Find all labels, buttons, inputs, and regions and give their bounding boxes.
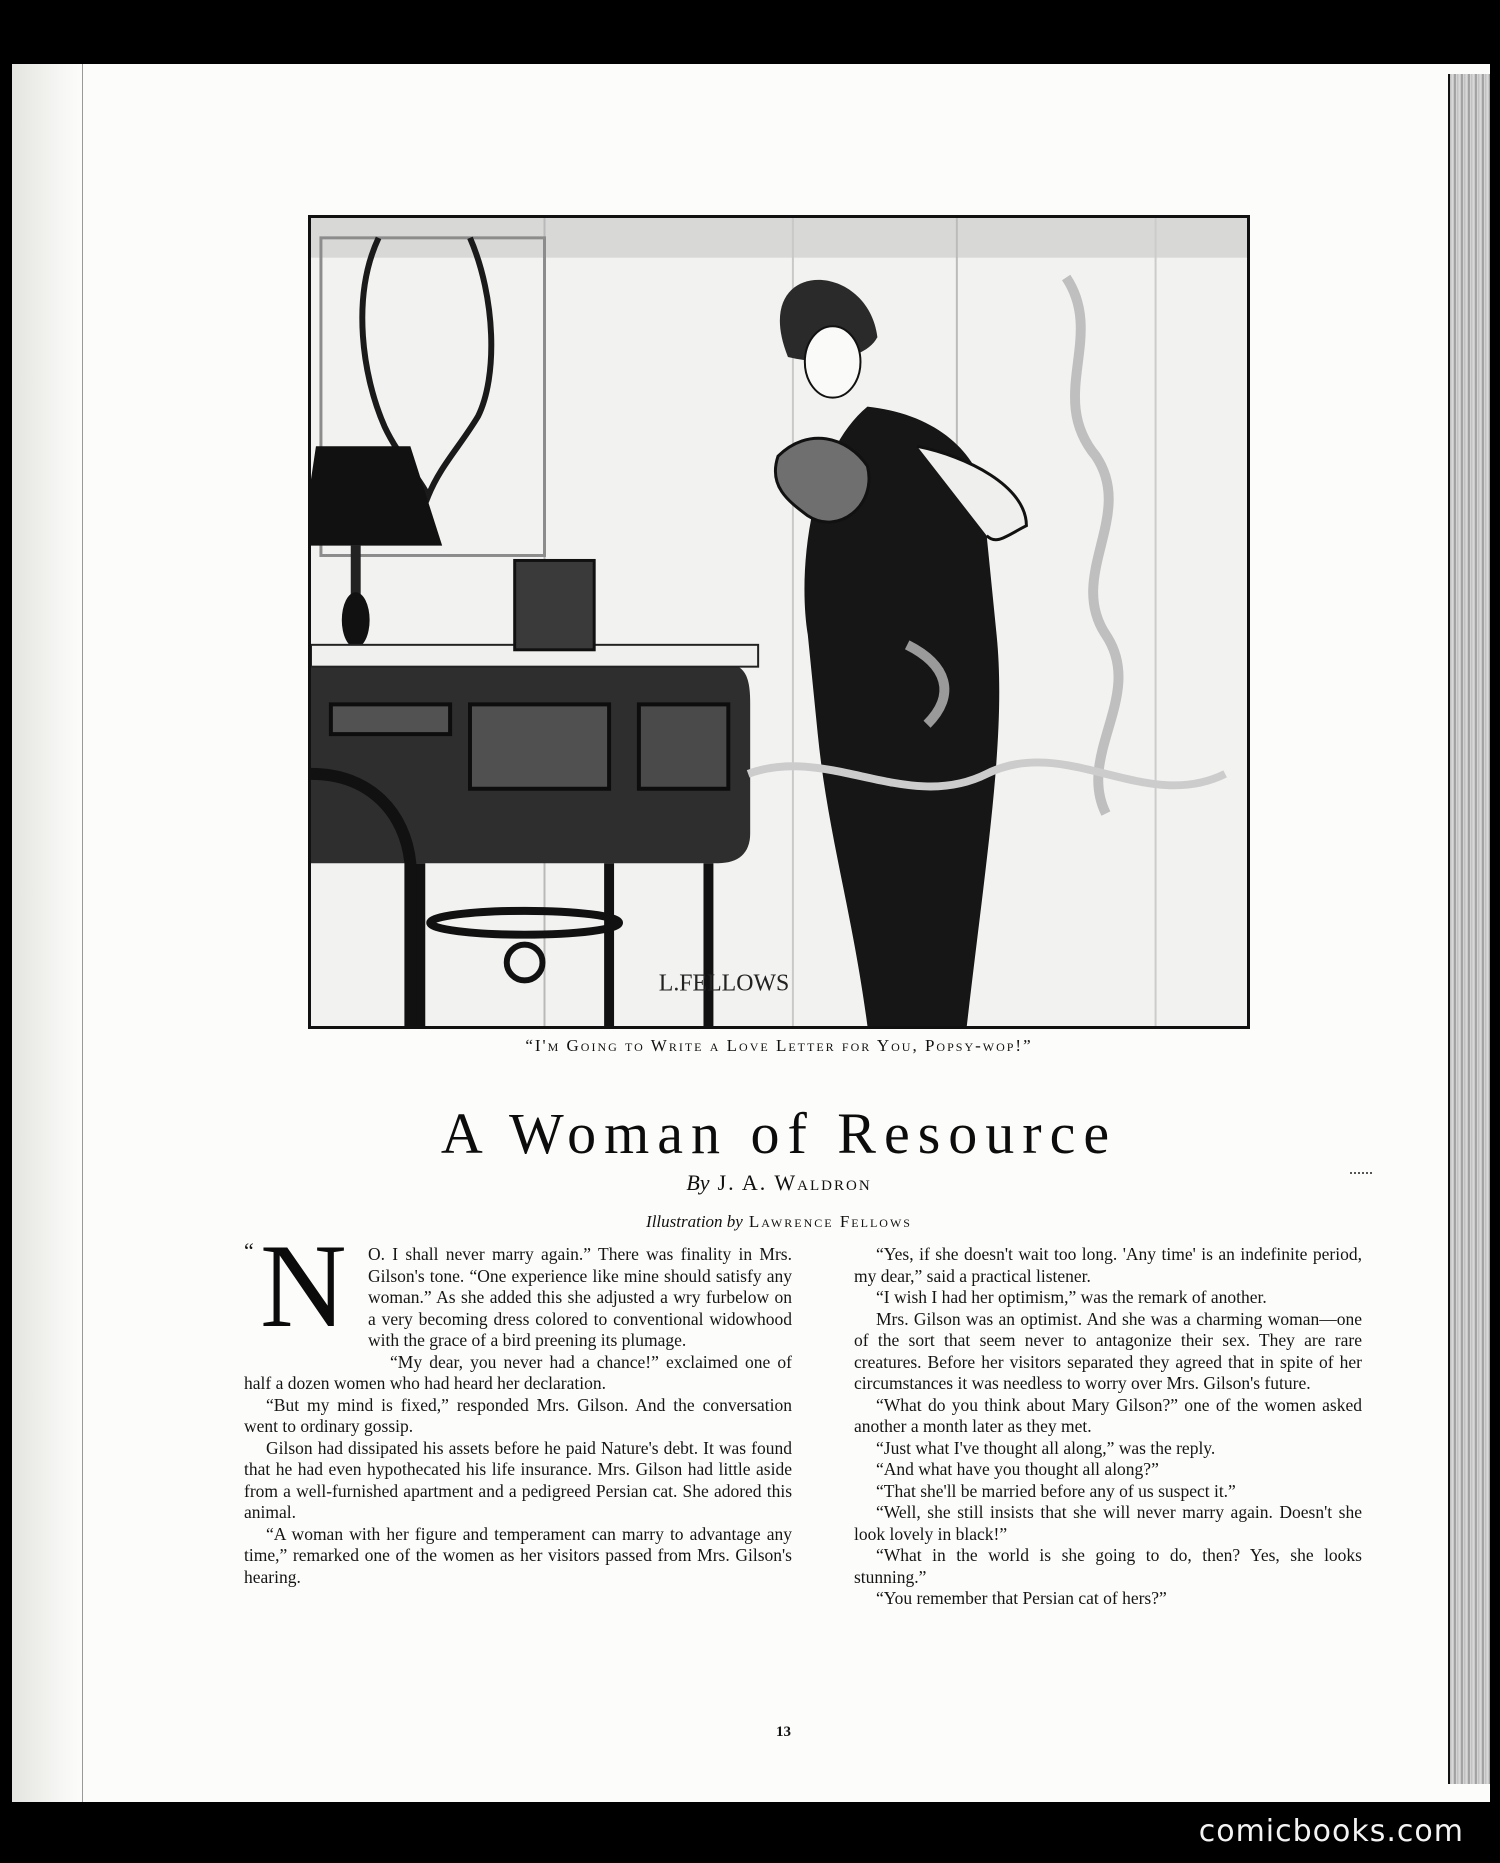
paragraph: “And what have you thought all along?” <box>876 1459 1159 1479</box>
book-page-edges <box>1448 74 1490 1784</box>
author-name: J. A. Waldron <box>717 1170 872 1195</box>
paragraph: “My dear, you never had a chance!” exclaimed one of half a dozen women who had heard her declaration. <box>244 1351 792 1393</box>
drop-cap: N <box>260 1219 347 1352</box>
paragraph: Gilson had dissipated his assets before he paid Nature's debt. It was found that he had even hypothecated his life insurance. Mrs. Gilson had little aside from a well-furnished apartment and a pedigreed Persian cat. She adored this animal. <box>244 1437 792 1522</box>
paragraph: “I wish I had her optimism,” was the remark of another. <box>876 1287 1267 1307</box>
paragraph: “What do you think about Mary Gilson?” one of the women asked another a month later as they met. <box>854 1394 1362 1436</box>
paragraph: “A woman with her figure and temperament can marry to advantage any time,” remarked one of the women as her visitors passed from Mrs. Gilson's hearing. <box>244 1523 792 1587</box>
paragraph: “What in the world is she going to do, then? Yes, she looks stunning.” <box>854 1545 1362 1587</box>
story-illustration <box>308 215 1250 1029</box>
paragraph: “You remember that Persian cat of hers?” <box>876 1588 1167 1608</box>
illustration-credit <box>308 1212 1250 1232</box>
margin-mark <box>1350 1172 1372 1176</box>
magazine-page <box>12 64 1490 1802</box>
artist-signature: L.FELLOWS <box>658 970 790 997</box>
paragraph: Mrs. Gilson was an optimist. And she was a charming woman—one of the sort that seem never to antagonize their sex. They are rare creatures. Before her visitors separated they agreed that in spite of her circumstances it was needless to worry over Mrs. Gilson's future. <box>854 1308 1362 1393</box>
paragraph: “Just what I've thought all along,” was the reply. <box>876 1437 1216 1458</box>
page-number: 13 <box>776 1724 791 1740</box>
paragraph: “Well, she still insists that she will never marry again. Doesn't she look lovely in black!” <box>854 1502 1362 1544</box>
text-column-right <box>854 1244 1362 1610</box>
byline-prefix: By <box>686 1170 710 1195</box>
illustrator-name: Lawrence Fellows <box>748 1212 912 1231</box>
site-watermark: comicbooks.com <box>1198 1814 1464 1849</box>
paragraph: O. I shall never marry again.” There was finality in Mrs. Gilson's tone. “One experience like mine should satisfy any woman.” As she added this she adjusted a wry furbelow on a very becoming dress colored to conventional widowhood with the grace of a bird preening its plumage. <box>368 1244 792 1350</box>
paragraph: “That she'll be married before any of us suspect it.” <box>876 1480 1236 1501</box>
credit-prefix: Illustration by <box>646 1212 743 1231</box>
page-gutter <box>12 64 83 1802</box>
story-title: A Woman of Resource <box>440 1101 1118 1166</box>
paragraph: “But my mind is fixed,” responded Mrs. Gilson. And the conversation went to ordinary gossip. <box>244 1394 792 1436</box>
opening-quote: “ <box>244 1238 254 1263</box>
paragraph: “Yes, if she doesn't wait too long. 'Any time' is an indefinite period, my dear,” said a practical listener. <box>854 1244 1362 1286</box>
byline <box>308 1170 1250 1196</box>
illustration-caption: “I'm Going to Write a Love Letter for You, Popsy-wop!” <box>525 1036 1033 1055</box>
drop-cap-block <box>244 1219 362 1362</box>
